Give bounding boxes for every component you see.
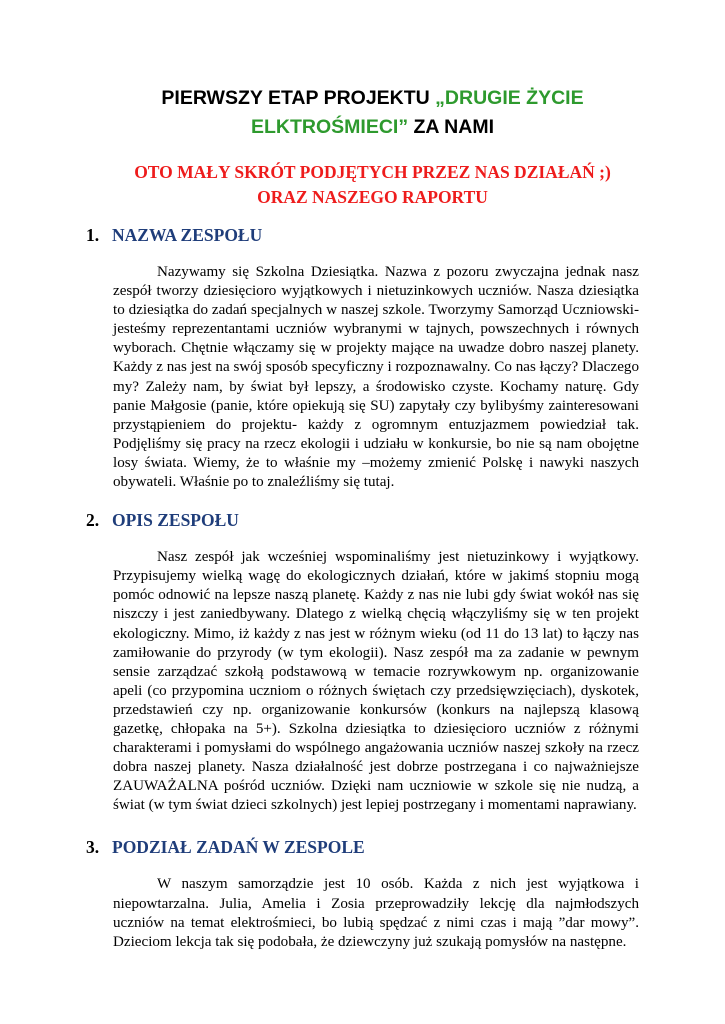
subtitle-line-2: ORAZ NASZEGO RAPORTU — [257, 187, 488, 207]
section-title: PODZIAŁ ZADAŃ W ZESPOLE — [112, 837, 365, 858]
title-project-name-part2: ELKTROŚMIECI” — [250, 116, 409, 138]
section-title: NAZWA ZESPOŁU — [112, 225, 263, 245]
section-heading-task-division — [86, 837, 639, 858]
section-paragraph-team-name: Nazywamy się Szkolna Dziesiątka. Nazwa z pozoru zwyczajna jednak nasz zespół tworzy dziesięcioro wyjątkowych i nietuzinkowych uczniów. Nasza dziesiątka to dziesiątka do zadań specjalnych w naszej szkole. Tworzymy Samorząd Uczniowski- jesteśmy reprezentantami uczniów wybranymi w tajnych, powszechnych i równych wyborach. Chętnie włączamy się w projekty mające na uwadze dobro naszej planety. Każdy z nas jest na swój sposób specyficzny i rozpoznawalny. Co nas łączy? Dlaczego my? Zależy nam, by świat był lepszy, a środowisko czyste. Kochamy naturę. Gdy panie Małgosie (panie, które opiekują się SU) zapytały czy bylibyśmy zainteresowani przystąpieniem do projektu- każdy z ogromnym entuzjazmem powiedział tak. Podjęliśmy się pracy na rzecz ekologii i udziału w konkursie, bo nie są nam obojętne losy świata. Wiemy, że to właśnie my –możemy zmienić Polskę i nawyki naszych obywateli. Właśnie po to znaleźliśmy się tutaj. — [113, 264, 639, 491]
title-project-name-part1: „DRUGIE ŻYCIE — [435, 87, 584, 109]
section-paragraph-team-description: Nasz zespół jak wcześniej wspominaliśmy jest nietuzinkowy i wyjątkowy. Przypisujemy wielką wagę do ekologicznych działań, które w jakimś stopniu mogą pomóc odnowić na lepsze naszą planetę. Każdy z nas nie lubi gdy świat wokół nas się niszczy i jest zaniedbywany. Dlatego z wielką chęcią włączyliśmy się w ten projekt ekologiczny. Mimo, iż każdy z nas jest w różnym wieku (od 11 do 13 lat) to łączy nas zamiłowanie do przyrody (w tym ekologii). Nasz zespół ma za zadanie w pewnym sensie zarządzać szkołą podstawową w temacie rozrywkowym np. organizowanie apeli (co przypomina uczniom o różnych świętach czy przedsięwzięciach), dyskotek, przedstawień czy np. organizowanie konkursów (konkurs na najlepszą klasową gazetkę, chłopaka na 5+). Szkolna dziesiątka to dziesięcioro uczniów z różnymi charakterami i pomysłami do wspólnego angażowania uczniów naszej szkoły na rzecz dobra naszej planety. Nasza działalność jest dobrze postrzegana i co najważniejsze ZAUWAŻALNA pośród uczniów. Dzięki nam uczniowie w szkole się nie nudzą, a świat (w tym świat dzieci szkolnych) jest lepiej postrzegany i momentami naprawiany. — [113, 549, 639, 814]
section-number: 3. — [86, 837, 100, 858]
title-suffix: ZA NAMI — [408, 116, 495, 138]
section-heading-team-description — [86, 510, 639, 531]
title-prefix: PIERWSZY ETAP PROJEKTU — [161, 87, 436, 109]
section-number: 2. — [86, 510, 100, 531]
main-title — [86, 84, 639, 142]
section-heading-team-name — [86, 225, 639, 246]
section-number: 1. — [86, 225, 100, 245]
subtitle — [86, 160, 639, 210]
section-paragraph-task-division: W naszym samorządzie jest 10 osób. Każda z nich jest wyjątkowa i niepowtarzalna. Julia, Amelia i Zosia przeprowadziły lekcję dla najmłodszych uczniów na temat elektrośmieci, bo lubią spędzać z nimi czas i mają ”dar mowy”. Dzieciom lekcja tak się podobała, że dziewczyny już szukają pomysłów na następne. — [113, 876, 639, 950]
subtitle-line-1: OTO MAŁY SKRÓT PODJĘTYCH PRZEZ NAS DZIAŁAŃ ;) — [134, 162, 611, 182]
section-title: OPIS ZESPOŁU — [112, 510, 239, 531]
